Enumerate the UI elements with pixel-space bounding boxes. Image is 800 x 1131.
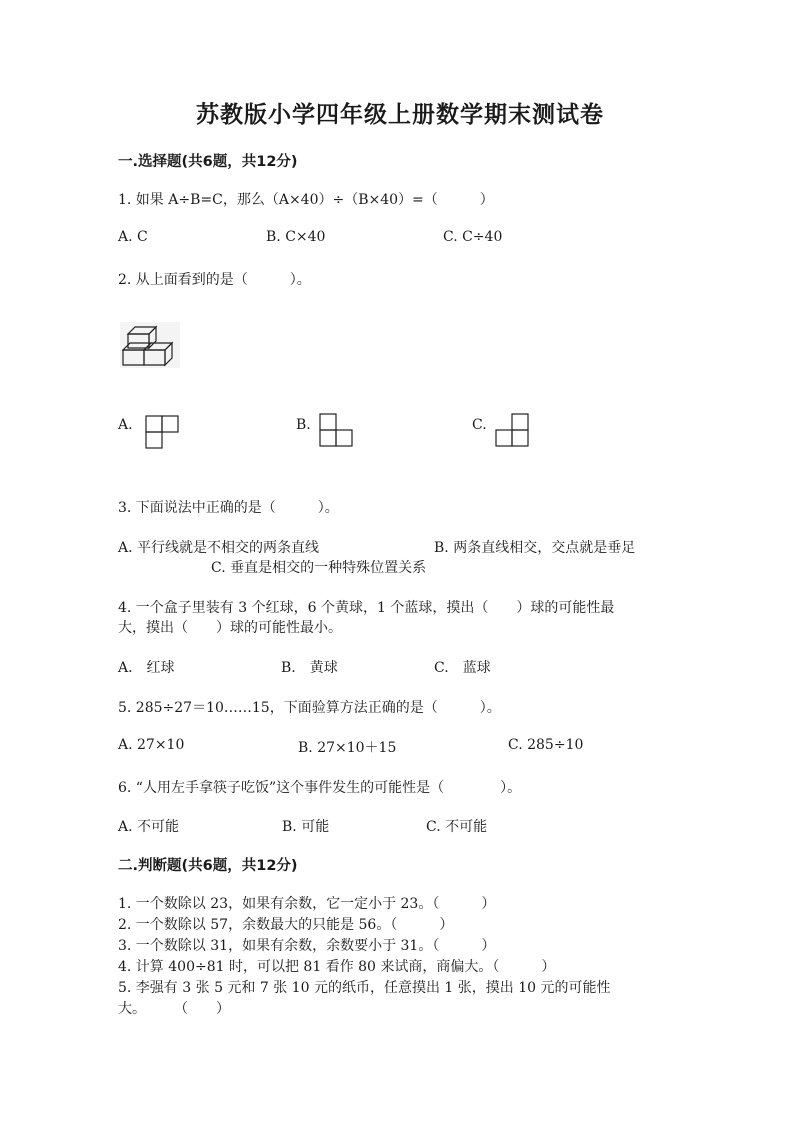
option-c-view-figure xyxy=(495,413,529,447)
question-6-stem: 6. “人用左手拿筷子吃饭”这个事件发生的可能性是（ ）。 xyxy=(118,780,522,796)
question-3-option-c: C. 垂直是相交的一种特殊位置关系 xyxy=(211,560,427,576)
question-2-option-a: A. xyxy=(118,417,133,433)
question-5-option-a: A. 27×10 xyxy=(118,737,185,753)
option-b-view-figure xyxy=(319,413,353,447)
question-6-option-a: A. 不可能 xyxy=(118,819,180,835)
question-2-option-c: C. xyxy=(472,417,487,433)
question-5-option-b: B. 27×10＋15 xyxy=(298,740,397,756)
section-heading-judgement: 二.判断题(共6题，共12分) xyxy=(118,858,298,874)
question-4-option-b: B. 黄球 xyxy=(281,660,338,676)
cube-stack-figure xyxy=(120,322,180,368)
question-1-option-c: C. C÷40 xyxy=(443,229,503,245)
judgement-item-5-line-2: 大。 （ ） xyxy=(118,1001,230,1017)
judgement-item-1: 1. 一个数除以 23，如果有余数，它一定小于 23。（ ） xyxy=(118,896,496,912)
question-2-option-b: B. xyxy=(296,417,311,433)
question-2-stem: 2. 从上面看到的是（ ）。 xyxy=(118,272,311,288)
question-6-option-b: B. 可能 xyxy=(282,819,330,835)
judgement-item-5-line-1: 5. 李强有 3 张 5 元和 7 张 10 元的纸币，任意摸出 1 张，摸出 10 元的可能性 xyxy=(118,980,611,996)
question-4-line-1: 4. 一个盒子里装有 3 个红球，6 个黄球，1 个蓝球，摸出（ ）球的可能性最 xyxy=(118,600,615,616)
question-3-option-b: B. 两条直线相交，交点就是垂足 xyxy=(434,540,636,556)
question-4-option-c: C. 蓝球 xyxy=(434,660,491,676)
page-title: 苏教版小学四年级上册数学期末测试卷 xyxy=(196,101,604,128)
judgement-item-3: 3. 一个数除以 31，如果有余数，余数要小于 31。（ ） xyxy=(118,938,496,954)
judgement-item-4: 4. 计算 400÷81 时，可以把 81 看作 80 来试商，商偏大。（ ） xyxy=(118,959,556,975)
option-a-view-figure xyxy=(145,415,179,449)
judgement-item-2: 2. 一个数除以 57，余数最大的只能是 56。（ ） xyxy=(118,917,454,933)
question-1-option-a: A. C xyxy=(118,229,148,245)
question-5-option-c: C. 285÷10 xyxy=(508,737,584,753)
question-3-stem: 3. 下面说法中正确的是（ ）。 xyxy=(118,500,339,516)
question-3-option-a: A. 平行线就是不相交的两条直线 xyxy=(118,540,320,556)
question-1-option-b: B. C×40 xyxy=(266,229,326,245)
question-4-option-a: A. 红球 xyxy=(118,660,175,676)
section-heading-choice: 一.选择题(共6题，共12分) xyxy=(118,154,298,170)
question-5-stem: 5. 285÷27＝10……15，下面验算方法正确的是（ ）。 xyxy=(118,700,501,716)
question-6-option-c: C. 不可能 xyxy=(426,819,488,835)
question-4-line-2: 大，摸出（ ）球的可能性最小。 xyxy=(118,620,342,636)
question-1-stem: 1. 如果 A÷B=C，那么（A×40）÷（B×40）=（ ） xyxy=(118,192,494,208)
